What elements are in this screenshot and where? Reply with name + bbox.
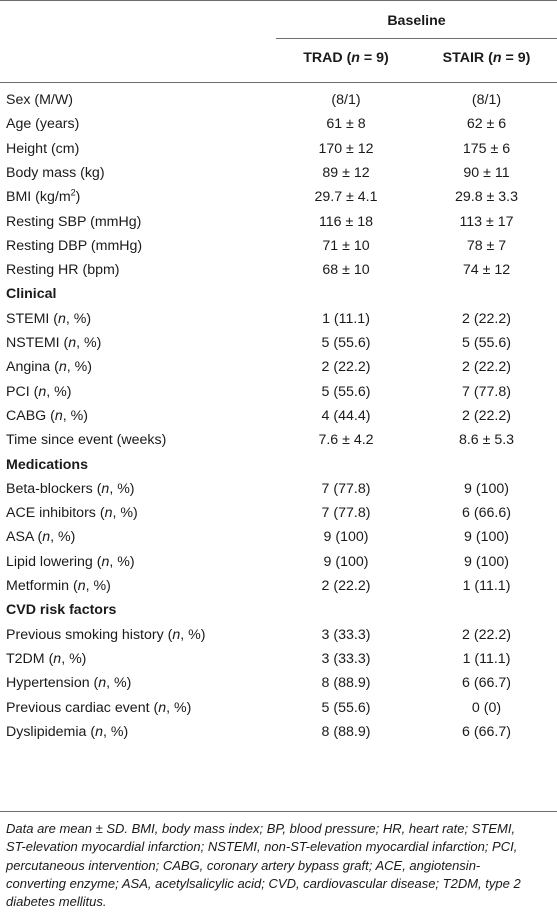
header-bottom-rule bbox=[0, 82, 557, 83]
stair-value-cell: 1 (11.1) bbox=[462, 578, 511, 594]
row-label: Resting DBP (mmHg) bbox=[6, 238, 143, 254]
stair-value-cell: 175 ± 6 bbox=[462, 141, 511, 157]
trad-value-cell: 5 (55.6) bbox=[321, 700, 371, 716]
trad-value-cell: 8 (88.9) bbox=[321, 724, 371, 740]
row-label: Metformin (n, %) bbox=[6, 578, 111, 594]
row-label: Dyslipidemia (n, %) bbox=[6, 724, 129, 740]
row-label: STEMI (n, %) bbox=[6, 311, 92, 327]
trad-value-cell: 170 ± 12 bbox=[318, 141, 374, 157]
stair-value-cell: 113 ± 17 bbox=[459, 214, 514, 230]
section-heading: Clinical bbox=[6, 286, 57, 302]
stair-value-cell: 6 (66.7) bbox=[462, 675, 511, 691]
stair-value-cell: 29.8 ± 3.3 bbox=[454, 189, 518, 205]
stair-value-cell: 62 ± 6 bbox=[466, 116, 507, 132]
trad-column-header: TRAD (n = 9) bbox=[303, 50, 389, 66]
row-label: BMI $(kg/m^2)$ bbox=[6, 187, 81, 205]
stair-value-cell: 6 (66.6) bbox=[462, 505, 511, 521]
trad-value-cell: 9 (100) bbox=[323, 554, 369, 570]
row-label: Previous cardiac event (n, %) bbox=[6, 700, 192, 716]
baseline-group-header: Baseline bbox=[387, 13, 446, 29]
stair-value-cell: 90 ± 11 bbox=[463, 165, 510, 181]
footnote-line: percutaneous intervention; CABG, coronary artery bypass graft; ACE, angiotensin- bbox=[6, 857, 481, 873]
stair-value-cell: 6 (66.7) bbox=[462, 724, 511, 740]
trad-value-cell: 1 (11.1) bbox=[322, 311, 370, 327]
row-label: Resting SBP (mmHg) bbox=[6, 214, 142, 230]
row-label: Age (years) bbox=[6, 116, 80, 132]
stair-value-cell: 2 (22.2) bbox=[462, 359, 511, 375]
trad-value-cell: 2 (22.2) bbox=[321, 578, 371, 594]
trad-value-cell: 116 ± 18 bbox=[318, 214, 374, 230]
footnote-line: diabetes mellitus. bbox=[6, 894, 107, 910]
row-label: Resting HR (bpm) bbox=[6, 262, 120, 278]
trad-value-cell: 2 (22.2) bbox=[321, 359, 371, 375]
trad-value-cell: 7 (77.8) bbox=[321, 481, 371, 497]
trad-value-cell: 61 ± 8 bbox=[326, 116, 366, 132]
row-label: Height (cm) bbox=[6, 141, 80, 157]
trad-value-cell: 68 ± 10 bbox=[322, 262, 370, 278]
row-label: T2DM (n, %) bbox=[6, 651, 87, 667]
trad-value-cell: 5 (55.6) bbox=[321, 384, 371, 400]
stair-value-cell: 74 ± 12 bbox=[462, 262, 511, 278]
row-label: PCI (n, %) bbox=[6, 384, 72, 400]
stair-value-cell: (8/1) bbox=[471, 92, 502, 108]
row-label: Sex (M/W) bbox=[6, 92, 73, 108]
stair-value-cell: 9 (100) bbox=[464, 529, 509, 545]
stair-value-cell: 9 (100) bbox=[464, 481, 509, 497]
group-header-rule bbox=[276, 38, 557, 39]
stair-value-cell: 8.6 ± 5.3 bbox=[458, 432, 515, 448]
trad-value-cell: 3 (33.3) bbox=[321, 627, 371, 643]
trad-value-cell: 29.7 ± 4.1 bbox=[314, 189, 378, 205]
row-label: ASA (n, %) bbox=[6, 529, 76, 545]
stair-value-cell: 9 (100) bbox=[464, 554, 509, 570]
stair-value-cell: 2 (22.2) bbox=[462, 627, 511, 643]
row-label: Hypertension (n, %) bbox=[6, 675, 132, 691]
footnote-line: converting enzyme; ASA, acetylsalicylic acid; CVD, cardiovascular disease; T2DM, type 2 bbox=[6, 875, 521, 891]
trad-value-cell: 3 (33.3) bbox=[321, 651, 371, 667]
footnote-line: ST-elevation myocardial infarction; NSTEMI, non-ST-elevation myocardial infarction; PCI, bbox=[6, 839, 518, 855]
trad-value-cell: 89 ± 12 bbox=[322, 165, 370, 181]
stair-value-cell: 2 (22.2) bbox=[462, 408, 511, 424]
stair-value-cell: 1 (11.1) bbox=[462, 651, 511, 667]
section-heading: Medications bbox=[6, 457, 88, 473]
row-label: Beta-blockers (n, %) bbox=[6, 481, 135, 497]
trad-value-cell: 5 (55.6) bbox=[321, 335, 371, 351]
stair-value-cell: 0 (0) bbox=[471, 700, 502, 716]
trad-value-cell: 7.6 ± 4.2 bbox=[318, 432, 374, 448]
table-top-rule bbox=[0, 0, 557, 1]
trad-value-cell: 7 (77.8) bbox=[321, 505, 371, 521]
trad-value-cell: 9 (100) bbox=[323, 529, 369, 545]
stair-column-header: STAIR (n = 9) bbox=[442, 50, 531, 66]
row-label: Lipid lowering (n, %) bbox=[6, 554, 135, 570]
row-label: Angina (n, %) bbox=[6, 359, 92, 375]
row-label: Previous smoking history (n, %) bbox=[6, 627, 206, 643]
row-label: ACE inhibitors (n, %) bbox=[6, 505, 138, 521]
row-label: NSTEMI (n, %) bbox=[6, 335, 102, 351]
trad-value-cell: 4 (44.4) bbox=[321, 408, 371, 424]
trad-value-cell: 71 ± 10 bbox=[322, 238, 370, 254]
footnote-line: Data are mean ± SD. BMI, body mass index; BP, blood pressure; HR, heart rate; STEMI, bbox=[6, 821, 516, 836]
stair-value-cell: 2 (22.2) bbox=[462, 311, 511, 327]
table-bottom-rule bbox=[0, 811, 557, 812]
table-footnote bbox=[6, 820, 554, 911]
trad-value-cell: 8 (88.9) bbox=[321, 675, 371, 691]
row-label: Body mass (kg) bbox=[6, 165, 105, 181]
stair-value-cell: 5 (55.6) bbox=[462, 335, 511, 351]
row-label: CABG (n, %) bbox=[6, 408, 89, 424]
section-heading: CVD risk factors bbox=[6, 602, 117, 618]
row-label: Time since event (weeks) bbox=[6, 432, 167, 448]
stair-value-cell: 78 ± 7 bbox=[466, 238, 507, 254]
trad-value-cell: (8/1) bbox=[331, 92, 361, 108]
stair-value-cell: 7 (77.8) bbox=[462, 384, 511, 400]
